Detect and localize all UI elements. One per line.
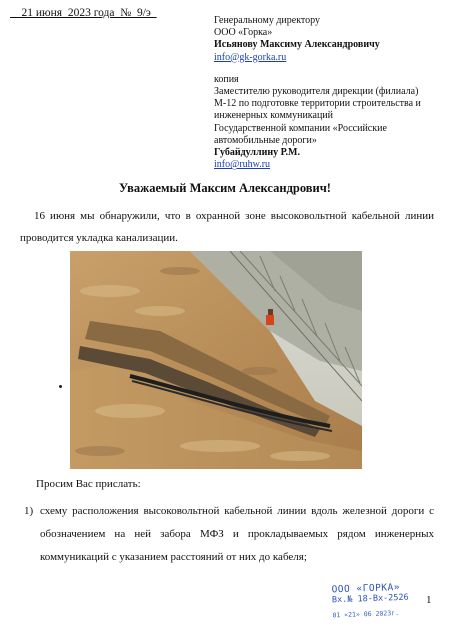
email-link-ruhw[interactable]: info@ruhw.ru [214,159,271,171]
stamp-date: 01 «21» 06 2023г. [332,609,400,620]
email-link-gorka[interactable]: info@gk-gorka.ru [214,51,287,63]
request-item-text: схему расположения высоковольтной кабельной линии вдоль железной дороги с обозначением на ней забора МФЗ и прокладываемых рядом инженерных коммуникаций с указанием расстояний от них до кабеля; [40,505,434,563]
addressee-line: Генеральному директору [214,15,321,26]
addressee-block [214,15,446,171]
addressee-line: ООО «Горка» [214,27,273,39]
copy-line: инженерных коммуникаций [214,110,333,122]
trench-photo-image [70,251,362,469]
greeting: Уважаемый Максим Александрович! [119,181,331,195]
copy-line: М-12 по подготовке территории строительства и [214,98,421,110]
copy-line: Государственной компании «Российские [214,122,387,134]
addressee-name: Исьянову Максиму Александровичу [214,39,380,51]
request-item-number: 1) [24,505,34,517]
stamp-org: ООО «ГОРКА» [331,581,401,596]
page-number: 1 [426,594,432,606]
stamp-incoming-number: Вх.№ 18-Вх-2526 [331,592,409,606]
scan-speck [59,385,62,388]
request-item-1 [24,500,434,569]
trench-photo [70,251,362,469]
request-intro: Просим Вас прислать: [36,478,141,490]
body-paragraph: 16 июня мы обнаружили, что в охранной зоне высоковольтной кабельной линии проводится укладка канализации. [20,210,434,244]
letter-date-number: 21 июня_2023 года № 9/э [10,7,157,19]
copy-recipient-name: Губайдуллину Р.М. [214,147,300,159]
incoming-stamp [331,582,409,620]
copy-label: копия [214,73,239,85]
copy-line: Заместителю руководителя дирекции (филиала) [214,86,419,98]
copy-line: автомобильные дороги» [214,134,317,146]
